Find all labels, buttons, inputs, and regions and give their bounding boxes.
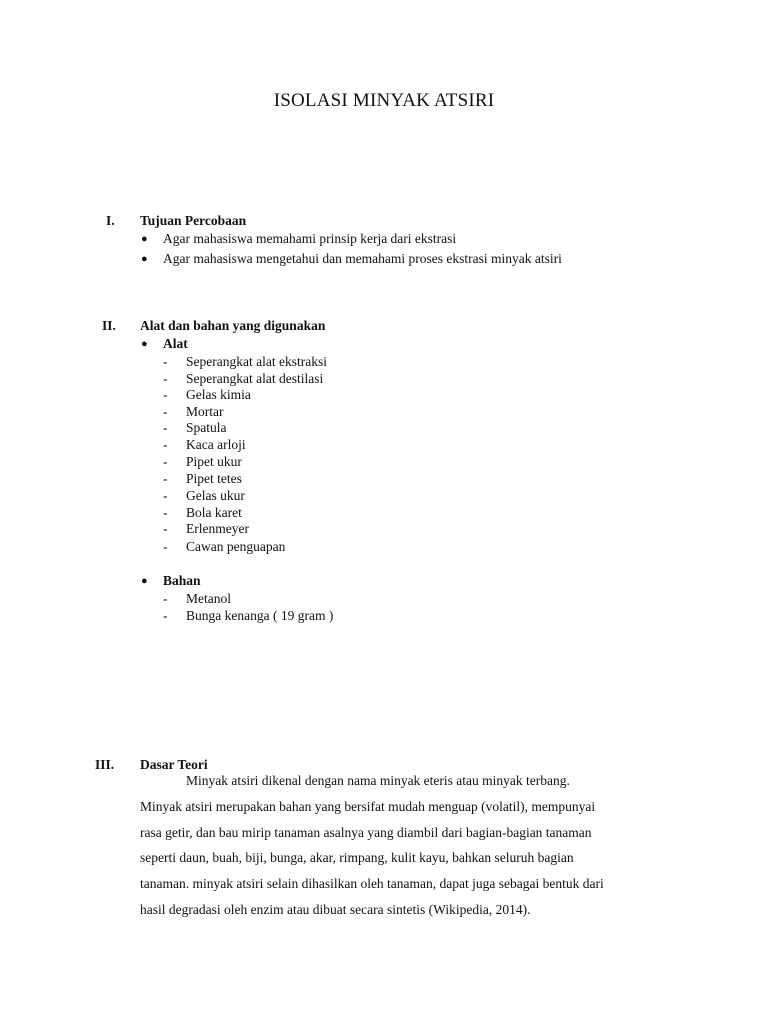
dash-marker: - <box>163 471 168 486</box>
document-title: ISOLASI MINYAK ATSIRI <box>273 90 495 111</box>
theory-line: rasa getir, dan bau mirip tanaman asalnya yang diambil dari bagian-bagian tanaman <box>140 825 592 840</box>
alat-item: Spatula <box>186 420 227 435</box>
bahan-item: Metanol <box>186 591 231 606</box>
alat-item: Bola karet <box>186 505 242 520</box>
bullet-icon: ● <box>141 253 148 265</box>
alat-item: Kaca arloji <box>186 437 246 452</box>
bahan-item: Bunga kenanga ( 19 gram ) <box>186 608 334 623</box>
dash-marker: - <box>163 387 168 402</box>
theory-line: tanaman. minyak atsiri selain dihasilkan oleh tanaman, dapat juga sebagai bentuk dari <box>140 876 604 891</box>
bullet-icon: ● <box>141 233 148 245</box>
dash-marker: - <box>163 404 168 419</box>
dash-marker: - <box>163 454 168 469</box>
alat-item: Seperangkat alat ekstraksi <box>186 354 327 369</box>
alat-label: Alat <box>163 336 188 351</box>
dash-marker: - <box>163 437 168 452</box>
section-2-number: II. <box>102 318 116 333</box>
bahan-label: Bahan <box>163 573 201 588</box>
dash-marker: - <box>163 354 168 369</box>
alat-item: Gelas kimia <box>186 387 251 402</box>
alat-item: Pipet tetes <box>186 471 242 486</box>
theory-line: Minyak atsiri merupakan bahan yang bersifat mudah menguap (volatil), mempunyai <box>140 799 596 814</box>
dash-marker: - <box>163 371 168 386</box>
dash-marker: - <box>163 420 168 435</box>
dash-marker: - <box>163 591 168 606</box>
section-1-heading: Tujuan Percobaan <box>140 213 247 228</box>
dash-marker: - <box>163 488 168 503</box>
section-2-heading: Alat dan bahan yang digunakan <box>140 318 326 333</box>
alat-item: Mortar <box>186 404 224 419</box>
theory-line: Minyak atsiri dikenal dengan nama minyak eteris atau minyak terbang. <box>186 773 570 788</box>
section-1-bullet: Agar mahasiswa memahami prinsip kerja dari ekstrasi <box>163 231 457 246</box>
theory-line: seperti daun, buah, biji, bunga, akar, rimpang, kulit kayu, bahkan seluruh bagian <box>140 850 574 865</box>
alat-item: Gelas ukur <box>186 488 245 503</box>
bullet-icon: ● <box>141 575 148 587</box>
theory-line: hasil degradasi oleh enzim atau dibuat secara sintetis (Wikipedia, 2014). <box>140 902 531 917</box>
dash-marker: - <box>163 505 168 520</box>
bullet-icon: ● <box>141 338 148 350</box>
dash-marker: - <box>163 521 168 536</box>
alat-item: Seperangkat alat destilasi <box>186 371 324 386</box>
alat-item: Pipet ukur <box>186 454 242 469</box>
section-1-number: I. <box>106 213 115 228</box>
section-3-number: III. <box>95 757 115 772</box>
dash-marker: - <box>163 539 168 554</box>
section-1-bullet: Agar mahasiswa mengetahui dan memahami proses ekstrasi minyak atsiri <box>163 251 562 266</box>
dash-marker: - <box>163 608 168 623</box>
section-3-heading: Dasar Teori <box>140 757 208 772</box>
alat-item: Cawan penguapan <box>186 539 286 554</box>
alat-item: Erlenmeyer <box>186 521 249 536</box>
